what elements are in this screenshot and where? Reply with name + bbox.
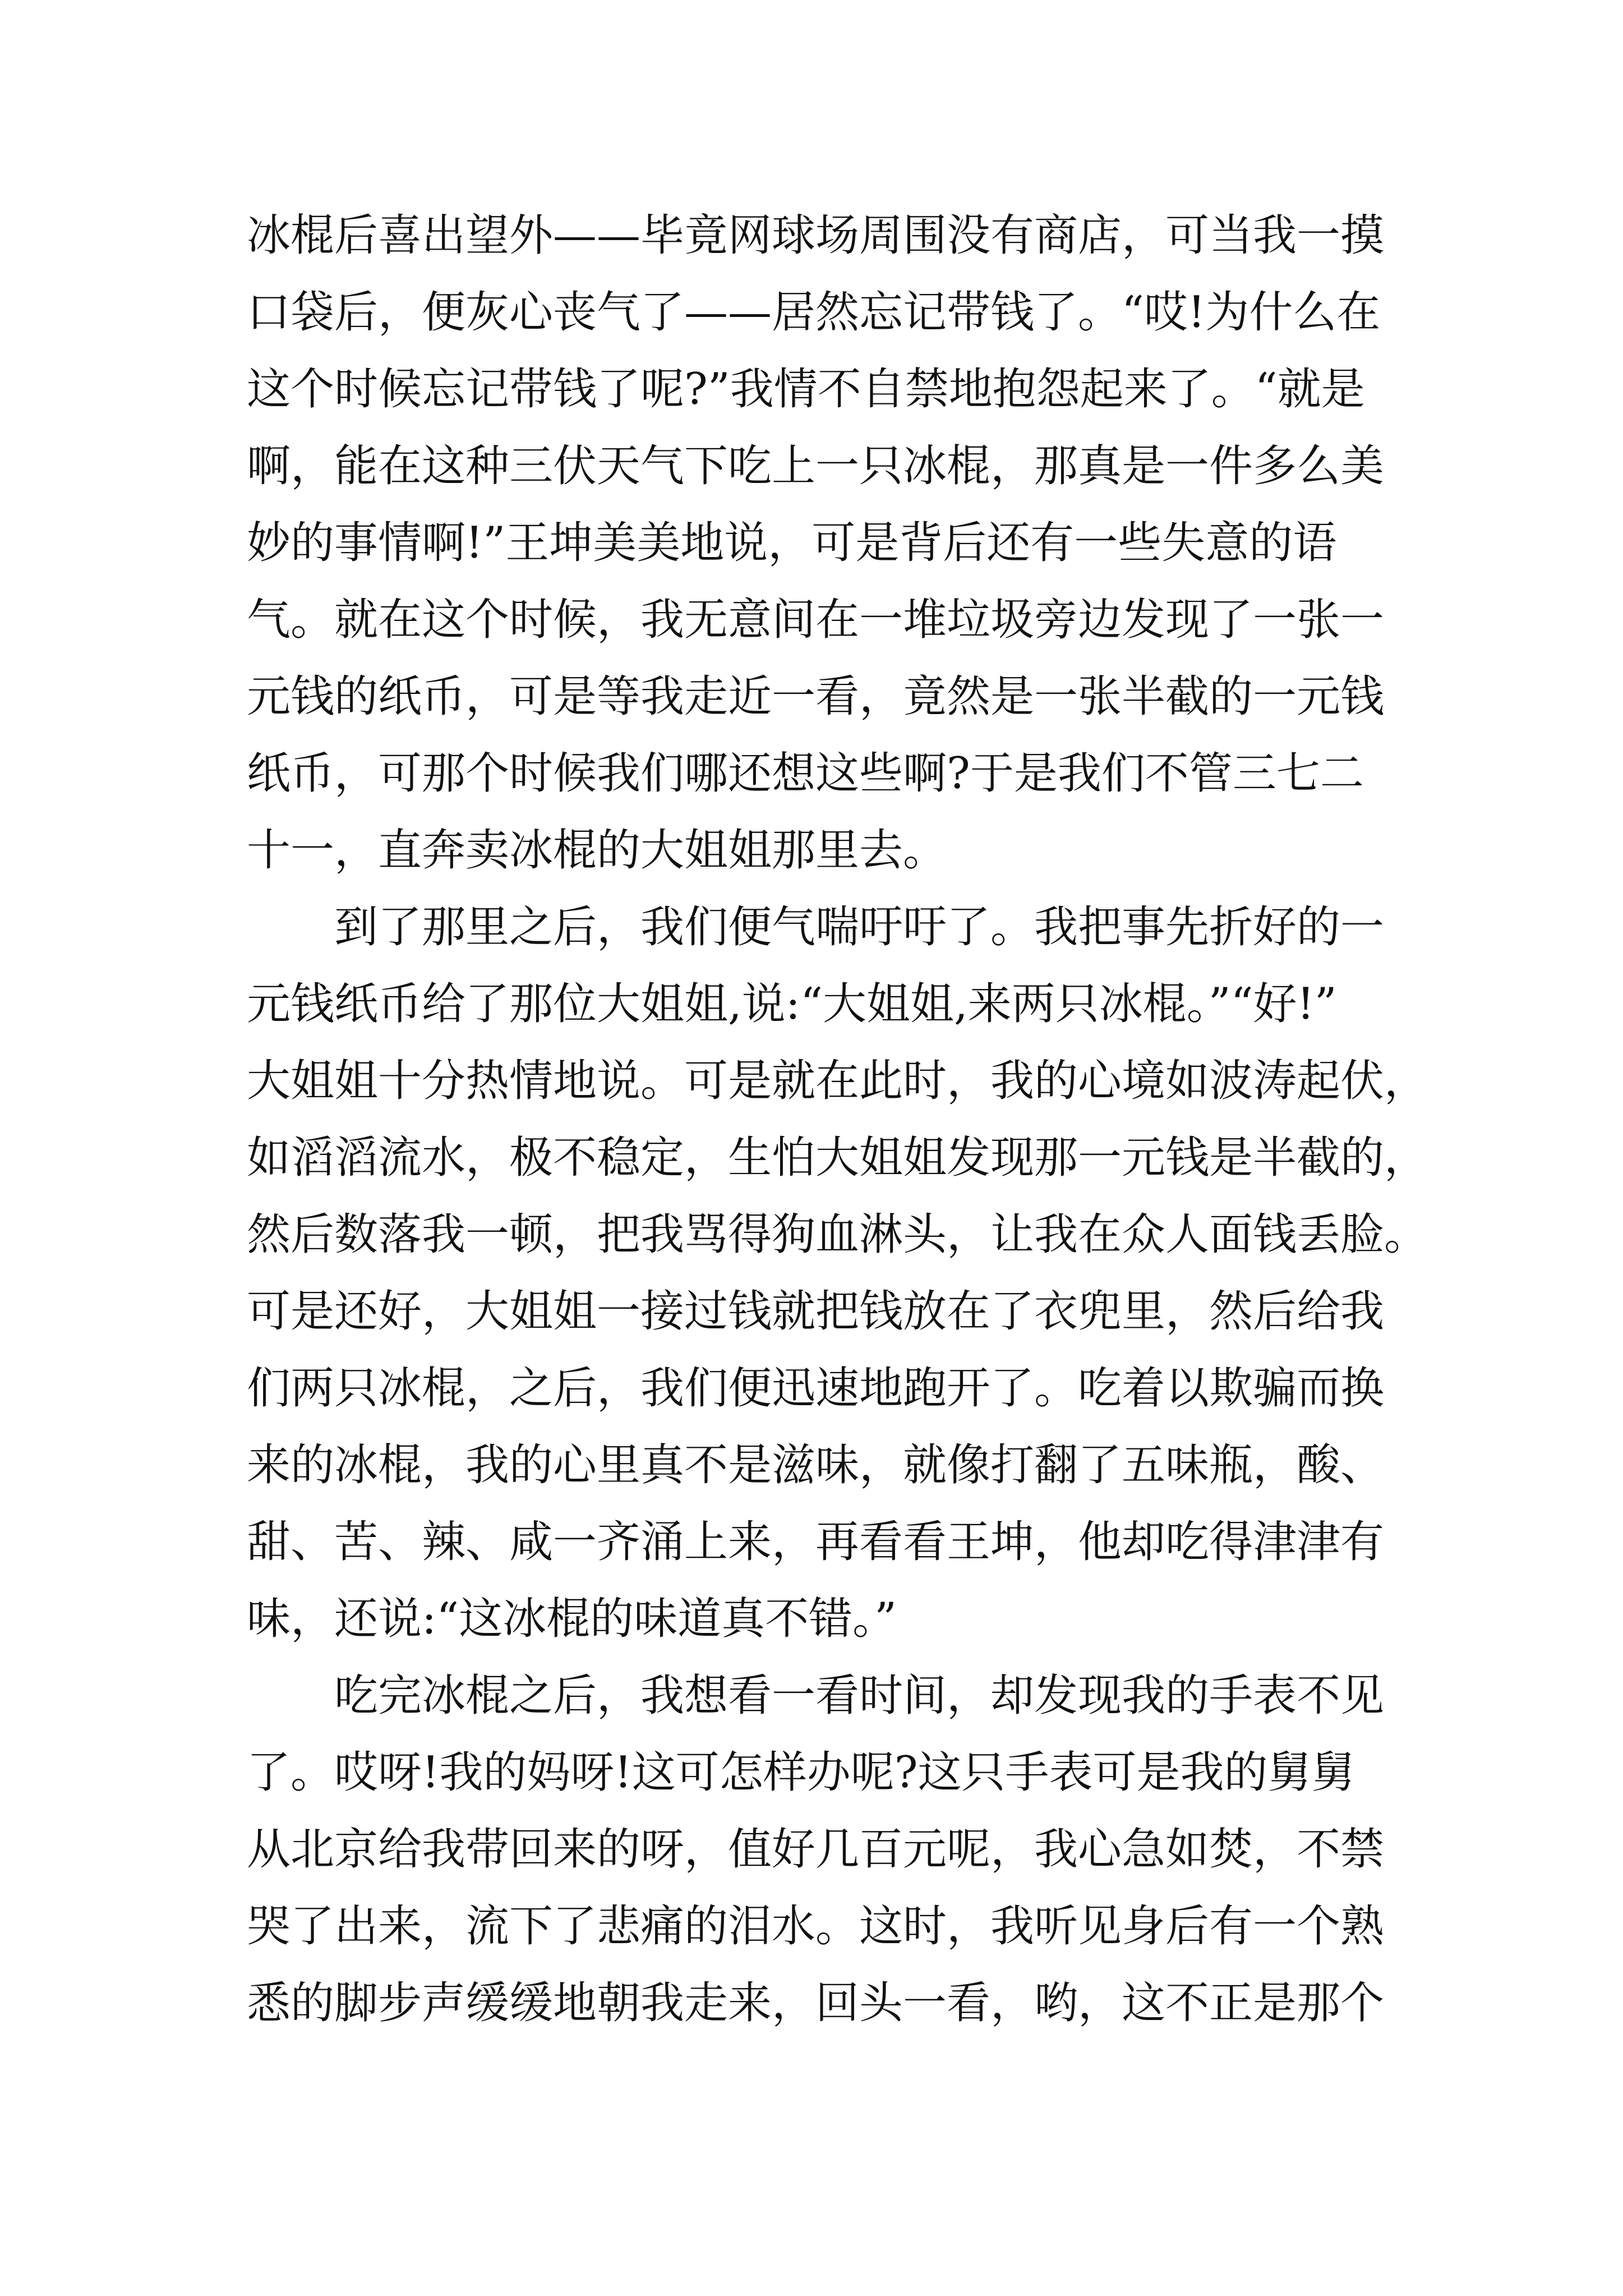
text-line: 甜、苦、辣、咸一齐涌上来，再看看王坤，他却吃得津津有 bbox=[247, 1517, 1385, 1567]
text-line: 元钱的纸币，可是等我走近一看，竟然是一张半截的一元钱 bbox=[247, 671, 1385, 722]
text-line: 到了那里之后，我们便气喘吁吁了。我把事先折好的一 bbox=[247, 902, 1385, 953]
text-line: 然后数落我一顿，把我骂得狗血淋头，让我在众人面钱丢脸。 bbox=[247, 1209, 1428, 1260]
text-line: 这个时候忘记带钱了呢?”我情不自禁地抱怨起来了。“就是 bbox=[247, 364, 1365, 415]
text-line: 悉的脚步声缓缓地朝我走来，回头一看，哟，这不正是那个 bbox=[247, 1978, 1385, 2028]
text-line: 哭了出来，流下了悲痛的泪水。这时，我听见身后有一个熟 bbox=[247, 1901, 1385, 1952]
text-line: 十一，直奔卖冰棍的大姐姐那里去。 bbox=[247, 825, 947, 876]
body-text bbox=[247, 197, 1428, 2042]
text-line: 大姐姐十分热情地说。可是就在此时，我的心境如波涛起伏， bbox=[247, 1056, 1428, 1106]
text-line: 们两只冰棍，之后，我们便迅速地跑开了。吃着以欺骗而换 bbox=[247, 1363, 1385, 1414]
text-line: 可是还好，大姐姐一接过钱就把钱放在了衣兜里，然后给我 bbox=[247, 1286, 1385, 1337]
text-line: 妙的事情啊!”王坤美美地说，可是背后还有一些失意的语 bbox=[247, 518, 1337, 568]
text-line: 从北京给我带回来的呀，值好几百元呢，我心急如焚，不禁 bbox=[247, 1824, 1385, 1875]
text-line: 吃完冰棍之后，我想看一看时间，却发现我的手表不见 bbox=[247, 1671, 1385, 1721]
text-line: 冰棍后喜出望外——毕竟网球场周围没有商店，可当我一摸 bbox=[247, 210, 1385, 261]
text-line: 如滔滔流水，极不稳定，生怕大姐姐发现那一元钱是半截的， bbox=[247, 1133, 1428, 1183]
text-line: 啊，能在这种三伏天气下吃上一只冰棍，那真是一件多么美 bbox=[247, 441, 1385, 491]
text-line: 气。就在这个时候，我无意间在一堆垃圾旁边发现了一张一 bbox=[247, 595, 1385, 645]
text-line: 口袋后，便灰心丧气了——居然忘记带钱了。“哎!为什么在 bbox=[247, 287, 1381, 338]
text-line: 纸币，可那个时候我们哪还想这些啊?于是我们不管三七二 bbox=[247, 748, 1364, 799]
text-line: 元钱纸币给了那位大姐姐,说:“大姐姐,来两只冰棍。”“好!” bbox=[247, 979, 1337, 1029]
text-line: 来的冰棍，我的心里真不是滋味，就像打翻了五味瓶，酸、 bbox=[247, 1440, 1385, 1490]
text-line: 味，还说:“这冰棍的味道真不错。” bbox=[247, 1594, 897, 1644]
text-line: 了。哎呀!我的妈呀!这可怎样办呢?这只手表可是我的舅舅 bbox=[247, 1747, 1355, 1798]
